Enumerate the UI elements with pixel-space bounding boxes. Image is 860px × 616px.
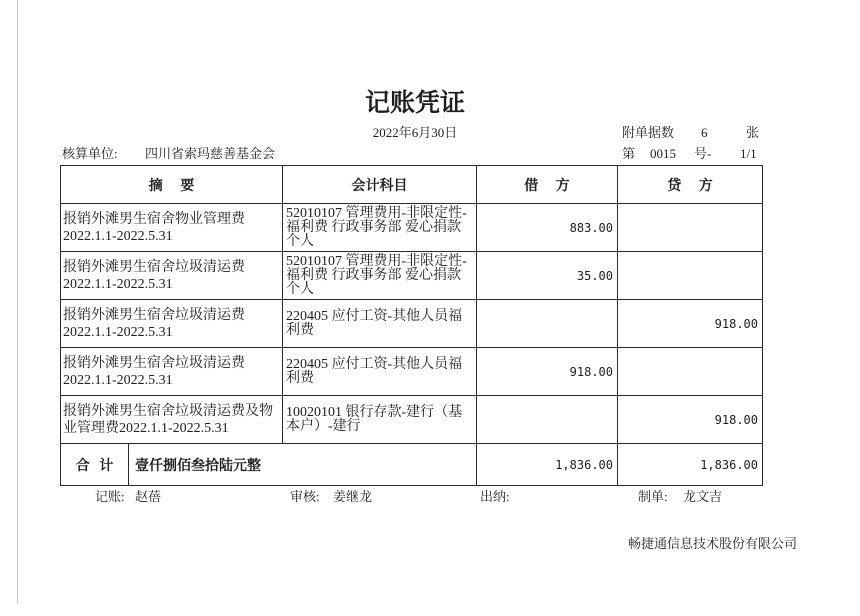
credit-amount: 918.00 [714,316,758,331]
summary-cell [61,204,283,252]
debit-cell [477,204,618,252]
table-row [61,252,763,300]
account-text: 220405 应付工资-其他人员福利费 [286,356,463,386]
accounting-unit-name: 四川省索玛慈善基金会 [145,146,276,161]
accounting-unit-label: 核算单位: [62,146,118,161]
account-text: 220405 应付工资-其他人员福利费 [286,308,463,338]
total-credit-amount: 1,836.00 [700,457,758,472]
voucher-number-prefix: 第 [622,146,636,161]
summary-header: 摘 要 [148,178,195,194]
total-debit-cell [477,444,618,486]
bookkeeper-label: 记账: [95,489,125,504]
table-row [61,204,763,252]
voucher-page: 1/1 [740,146,757,161]
debit-cell [477,396,618,444]
credit-amount: 918.00 [714,412,758,427]
voucher-table [60,165,763,486]
debit-amount: 918.00 [569,364,613,379]
total-row [61,444,763,486]
account-header: 会计科目 [351,178,408,194]
debit-amount: 35.00 [576,268,613,283]
total-amount-in-words: 壹仟捌佰叁拾陆元整 [135,458,261,474]
summary-cell [61,252,283,300]
debit-cell [477,252,618,300]
reviewer-name: 姜继龙 [333,489,373,504]
credit-header-cell [618,166,763,204]
preparer-label: 制单: [638,489,668,504]
attachments-count: 6 [701,125,708,140]
credit-cell [618,348,763,396]
table-header-row [61,166,763,204]
account-text: 52010107 管理费用-非限定性-福利费 行政事务部 爱心捐款个人 [286,205,467,249]
summary-text: 报销外滩男生宿舍垃圾清运费2022.1.1-2022.5.31 [63,259,245,292]
total-credit-cell [618,444,763,486]
account-cell [283,348,477,396]
attachments-unit: 张 [746,125,760,140]
summary-cell [61,348,283,396]
scan-edge-line [17,0,18,604]
total-words-cell [129,444,477,486]
table-row [61,348,763,396]
credit-cell [618,396,763,444]
account-text: 10020101 银行存款-建行（基本户）-建行 [286,404,463,434]
summary-text: 报销外滩男生宿舍垃圾清运费及物业管理费2022.1.1-2022.5.31 [63,403,273,436]
bookkeeper-name: 赵蓓 [135,489,162,504]
credit-cell [618,252,763,300]
debit-header: 借 方 [524,178,570,194]
voucher-number-suffix: 号- [694,146,712,161]
voucher-number: 0015 [650,146,676,161]
debit-amount: 883.00 [569,220,613,235]
total-debit-amount: 1,836.00 [555,457,613,472]
voucher-title: 记账凭证 [364,90,465,117]
account-cell [283,252,477,300]
summary-text: 报销外滩男生宿舍垃圾清运费2022.1.1-2022.5.31 [63,307,245,340]
account-cell [283,204,477,252]
account-cell [283,300,477,348]
table-row [61,396,763,444]
debit-cell [477,300,618,348]
summary-text: 报销外滩男生宿舍垃圾清运费2022.1.1-2022.5.31 [63,355,245,388]
account-text: 52010107 管理费用-非限定性-福利费 行政事务部 爱心捐款个人 [286,253,467,297]
credit-header: 贷 方 [667,178,713,194]
account-cell [283,396,477,444]
summary-cell [61,396,283,444]
summary-cell [61,300,283,348]
total-label-cell [61,444,129,486]
cashier-label: 出纳: [480,489,510,504]
summary-header-cell [61,166,283,204]
table-row [61,300,763,348]
voucher-date: 2022年6月30日 [372,125,458,140]
preparer-name: 龙文吉 [683,489,723,504]
summary-text: 报销外滩男生宿舍物业管理费2022.1.1-2022.5.31 [63,211,245,244]
total-label: 合 计 [75,458,114,474]
attachments-label: 附单据数 [622,125,675,140]
reviewer-label: 审核: [290,489,320,504]
software-company-name: 畅捷通信息技术股份有限公司 [628,536,798,551]
account-header-cell [283,166,477,204]
debit-cell [477,348,618,396]
credit-cell [618,204,763,252]
debit-header-cell [477,166,618,204]
credit-cell [618,300,763,348]
